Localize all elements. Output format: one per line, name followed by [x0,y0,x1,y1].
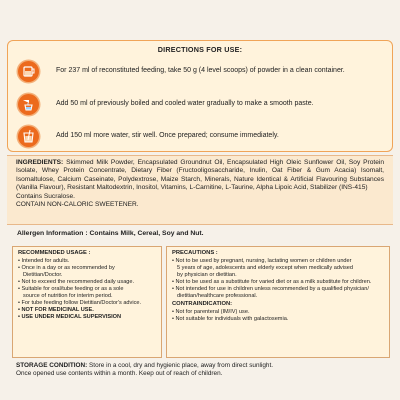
recommended-usage-title: RECOMMENDED USAGE : [18,250,91,256]
direction-step-3 [18,126,384,148]
ingredients-label: INGREDIENTS: [16,159,64,166]
allergen-info [17,230,204,237]
storage-section [7,362,393,379]
direction-step-2 [18,94,384,116]
precaution-item: • Not to be used as a substitute for varied diet or as a milk substitute for children. [172,279,372,285]
glass-stir-icon [18,126,39,147]
precaution-item: • Not to be used by pregnant, nursing, lactating women or children under [172,258,352,264]
measuring-cup-icon [18,61,39,82]
recommended-item: • Not to exceed the recommended daily usage. [18,279,135,285]
precaution-item: by physician or dietitian. [177,272,237,278]
recommended-item: • Intended for adults. [18,258,70,264]
precaution-item: dietitian/healthcare professional. [177,293,258,299]
allergen-text: Contains Milk, Cereal, Soy and Nut. [89,230,204,237]
recommended-item: • Suitable for oral/tube feeding or as a sole [18,286,124,292]
precaution-item: • Not intended for use in children unless recommended by a qualified physician/ [172,286,369,292]
direction-step-text: Add 150 ml more water, stir well. Once prepared; consume immediately. [56,132,279,139]
recommended-item: • USE UNDER MEDICAL SUPERVISION [18,314,122,320]
precaution-item: 5 years of age, adolescents and elderly except when medically advised [177,265,353,271]
storage-text: Store in a cool, dry and hygienic place, away from direct sunlight. [89,362,274,369]
direction-step-1 [18,61,384,83]
ingredients-sucralose-note: Contains Sucralose. [16,192,76,200]
directions-title: DIRECTIONS FOR USE: [157,45,243,54]
water-pour-icon [18,94,39,115]
directions-panel [7,40,393,152]
allergen-label: Allergen Information : [17,230,88,237]
storage-label: STORAGE CONDITION: [16,362,88,369]
contraindication-item: • Not for parenteral (IM/IV) use. [172,309,250,315]
recommended-item: source of nutrition for interim period. [23,293,113,299]
direction-step-text: Add 50 ml of previously boiled and cooled water gradually to make a smooth paste. [56,100,314,107]
recommended-item: Dietitian/Doctor. [23,272,63,278]
precautions-title: PRECAUTIONS : [172,250,218,256]
precautions-box [166,246,390,358]
recommended-item: • Once in a day or as recommended by [18,265,115,271]
recommended-usage-box [12,246,162,358]
direction-step-text: For 237 ml of reconstituted feeding, take 50 g (4 level scoops) of powder in a clean container. [56,67,345,74]
ingredients-sweetener-note: CONTAIN NON-CALORIC SWEETENER. [16,201,139,209]
recommended-item: • NOT FOR MEDICINAL USE. [18,307,94,313]
ingredients-text: Skimmed Milk Powder, Encapsulated Groundnut Oil, Encapsulated High Oleic Sunflower Oil, Soy Protein Isolate, Whey Protein Concentrate, Dietary Fiber (Fructooligosaccharide, Inulin, Oat Fiber & Gum Acacia) Isomalt, Isomaltulose, Calcium Caseinate, Polydextrose, Maize Starch, Minerals, Nature Identical & Artificial Flavouring Substances (Vanilla Flavour), Resistant Maltodextrin, Inositol, Vitamins, L-Carnitine, L-Taurine, Alpha Lipoic Acid, Stabilizer (INS-415) [16,159,384,192]
recommended-item: • For tube feeding follow Dietitian/Doctor's advice. [18,300,142,306]
contraindication-item: • Not suitable for individuals with galactosemia. [172,316,289,322]
contraindication-title: CONTRAINDICATION: [172,301,233,307]
ingredients-section [7,155,393,225]
storage-note: Once opened use contents within a month. Keep out of reach of children. [16,370,223,378]
